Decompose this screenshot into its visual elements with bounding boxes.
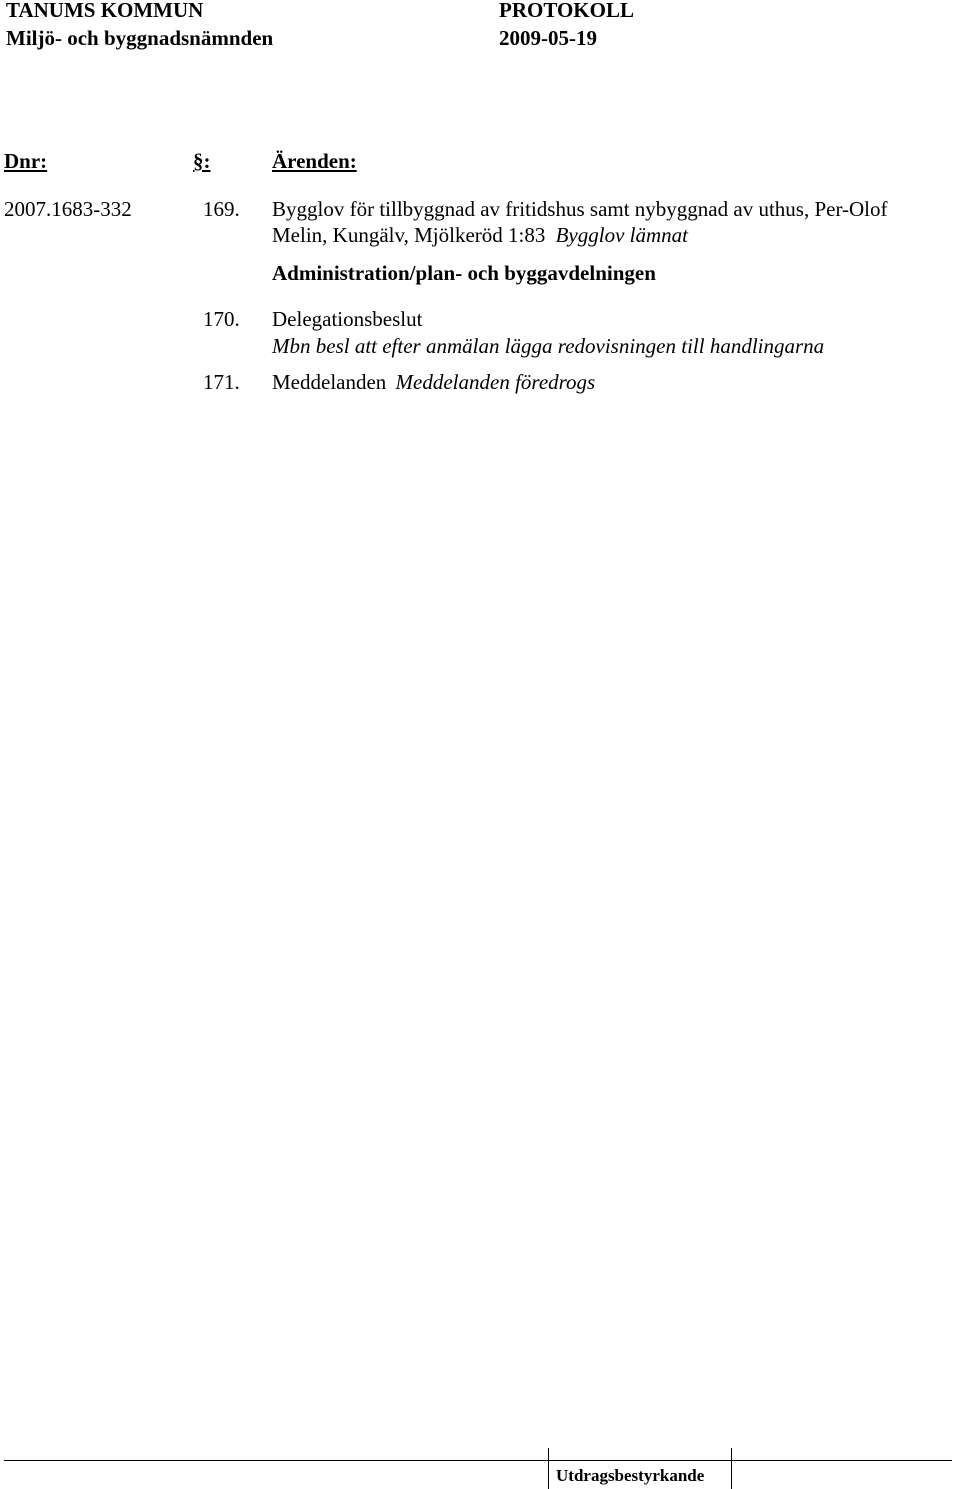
item-171-decision: Meddelanden föredrogs xyxy=(395,370,596,394)
document-type: PROTOKOLL xyxy=(499,0,634,22)
signature-box-right-border xyxy=(731,1448,732,1489)
column-header-dnr: Dnr: xyxy=(4,149,48,173)
committee-name: Miljö- och byggnadsnämnden xyxy=(6,26,274,50)
organization-name: TANUMS KOMMUN xyxy=(6,0,204,22)
item-169-text-line2 xyxy=(272,225,688,246)
item-170-decision: Mbn besl att efter anmälan lägga redovisningen till handlingarna xyxy=(272,334,825,358)
signature-label: Utdragsbestyrkande xyxy=(556,1466,705,1485)
item-169-decision: Bygglov lämnat xyxy=(555,223,688,247)
item-171-title: Meddelanden xyxy=(272,370,387,394)
column-header-paragraph: §: xyxy=(193,149,211,173)
column-header-matters: Ärenden: xyxy=(272,149,357,173)
meeting-date: 2009-05-19 xyxy=(499,26,597,50)
item-171-text xyxy=(272,372,595,393)
item-169-number: 169. xyxy=(203,197,240,221)
item-169-property: Melin, Kungälv, Mjölkeröd 1:83 xyxy=(272,223,546,247)
item-171-number: 171. xyxy=(203,370,240,394)
section-heading: Administration/plan- och byggavdelningen xyxy=(272,261,656,285)
item-170-number: 170. xyxy=(203,307,240,331)
item-169-dnr: 2007.1683-332 xyxy=(4,197,132,221)
footer-divider xyxy=(4,1460,952,1461)
item-170-title: Delegationsbeslut xyxy=(272,307,423,331)
item-169-text-line1: Bygglov för tillbyggnad av fritidshus samt nybyggnad av uthus, Per-Olof xyxy=(272,197,888,221)
